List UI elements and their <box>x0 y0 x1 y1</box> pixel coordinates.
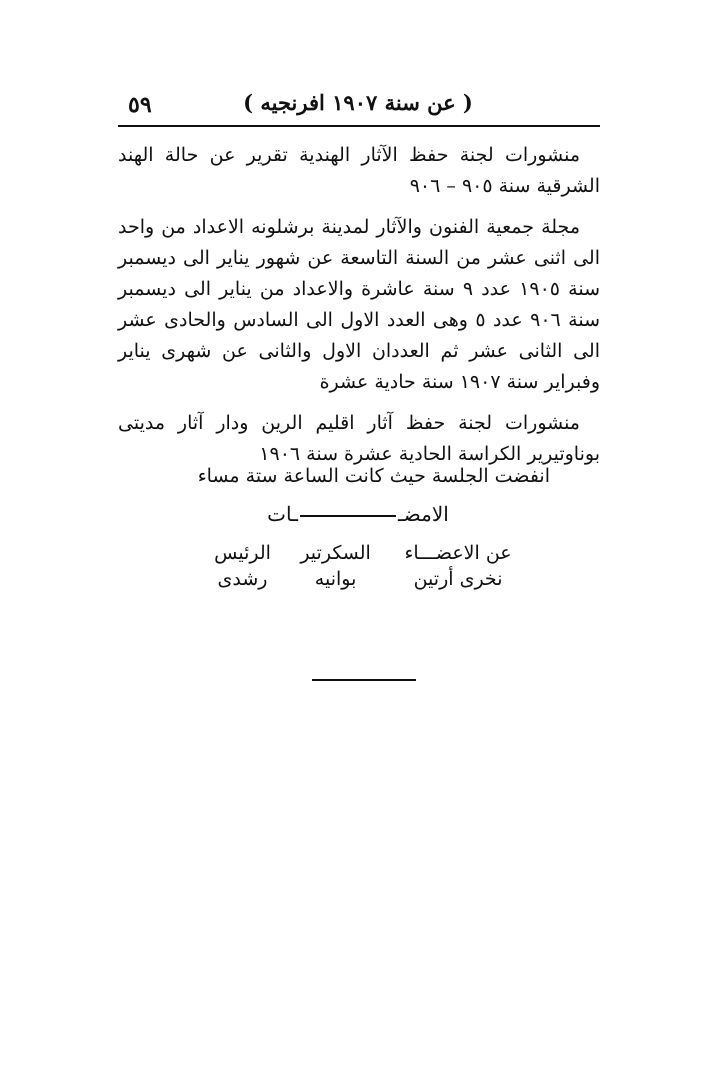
role-president: الرئيس <box>214 542 271 564</box>
signatures-heading-start: الامضـ <box>397 502 449 526</box>
paragraph-barcelona-journal: مجلة جمعية الفنون والآثار لمدينة برشلونه الاعداد من واحد الى اثنى عشر من السنة التاسعة عن شهور يناير الى ديسمبر سنة ١٩٠٥ عدد ٩ سنة عاشرة والاعداد من يناير الى ديسمبر سنة ٩٠٦ عدد ٥ وهى العدد الاول الى السادس والحادى عشر الى الثانى عشر ثم العددان الاول والثانى عن شهرى يناير وفبراير سنة ١٩٠٧ سنة حادية عشرة <box>118 216 601 393</box>
running-title: ( عن سنة ١٩٠٧ افرنجيه ) <box>243 90 473 115</box>
name-president: رشدى <box>217 568 268 590</box>
header-rule <box>118 125 600 127</box>
signatures-table <box>200 540 530 592</box>
role-members: عن الاعضـــاء <box>404 542 512 564</box>
signatures-names-row <box>200 566 530 592</box>
kashida-stretch <box>300 515 396 517</box>
body-text <box>118 140 600 480</box>
page-number: ٥٩ <box>128 92 152 118</box>
end-rule <box>312 679 416 681</box>
page-header <box>118 84 598 124</box>
name-secretary: بوانيه <box>314 568 357 590</box>
name-members: نخرى أرتين <box>413 568 503 590</box>
role-secretary: السكرتير <box>300 542 371 564</box>
signatures-heading-end: ـات <box>267 502 298 526</box>
signatures-roles-row <box>200 540 530 566</box>
paragraph-indian-archaeology: منشورات لجنة حفظ الآثار الهندية تقرير عن حالة الهند الشرقية سنة ٩٠٥ – ٩٠٦ <box>118 144 600 197</box>
signatures-heading <box>258 502 458 526</box>
paragraph-rhine-committee: منشورات لجنة حفظ آثار اقليم الرين ودار آثار مديتى بوناوتيرير الكراسة الحادية عشرة سنة ١٩٠٦ <box>118 412 600 465</box>
session-end-text: انفضت الجلسة حيث كانت الساعة ستة مساء <box>197 465 550 487</box>
